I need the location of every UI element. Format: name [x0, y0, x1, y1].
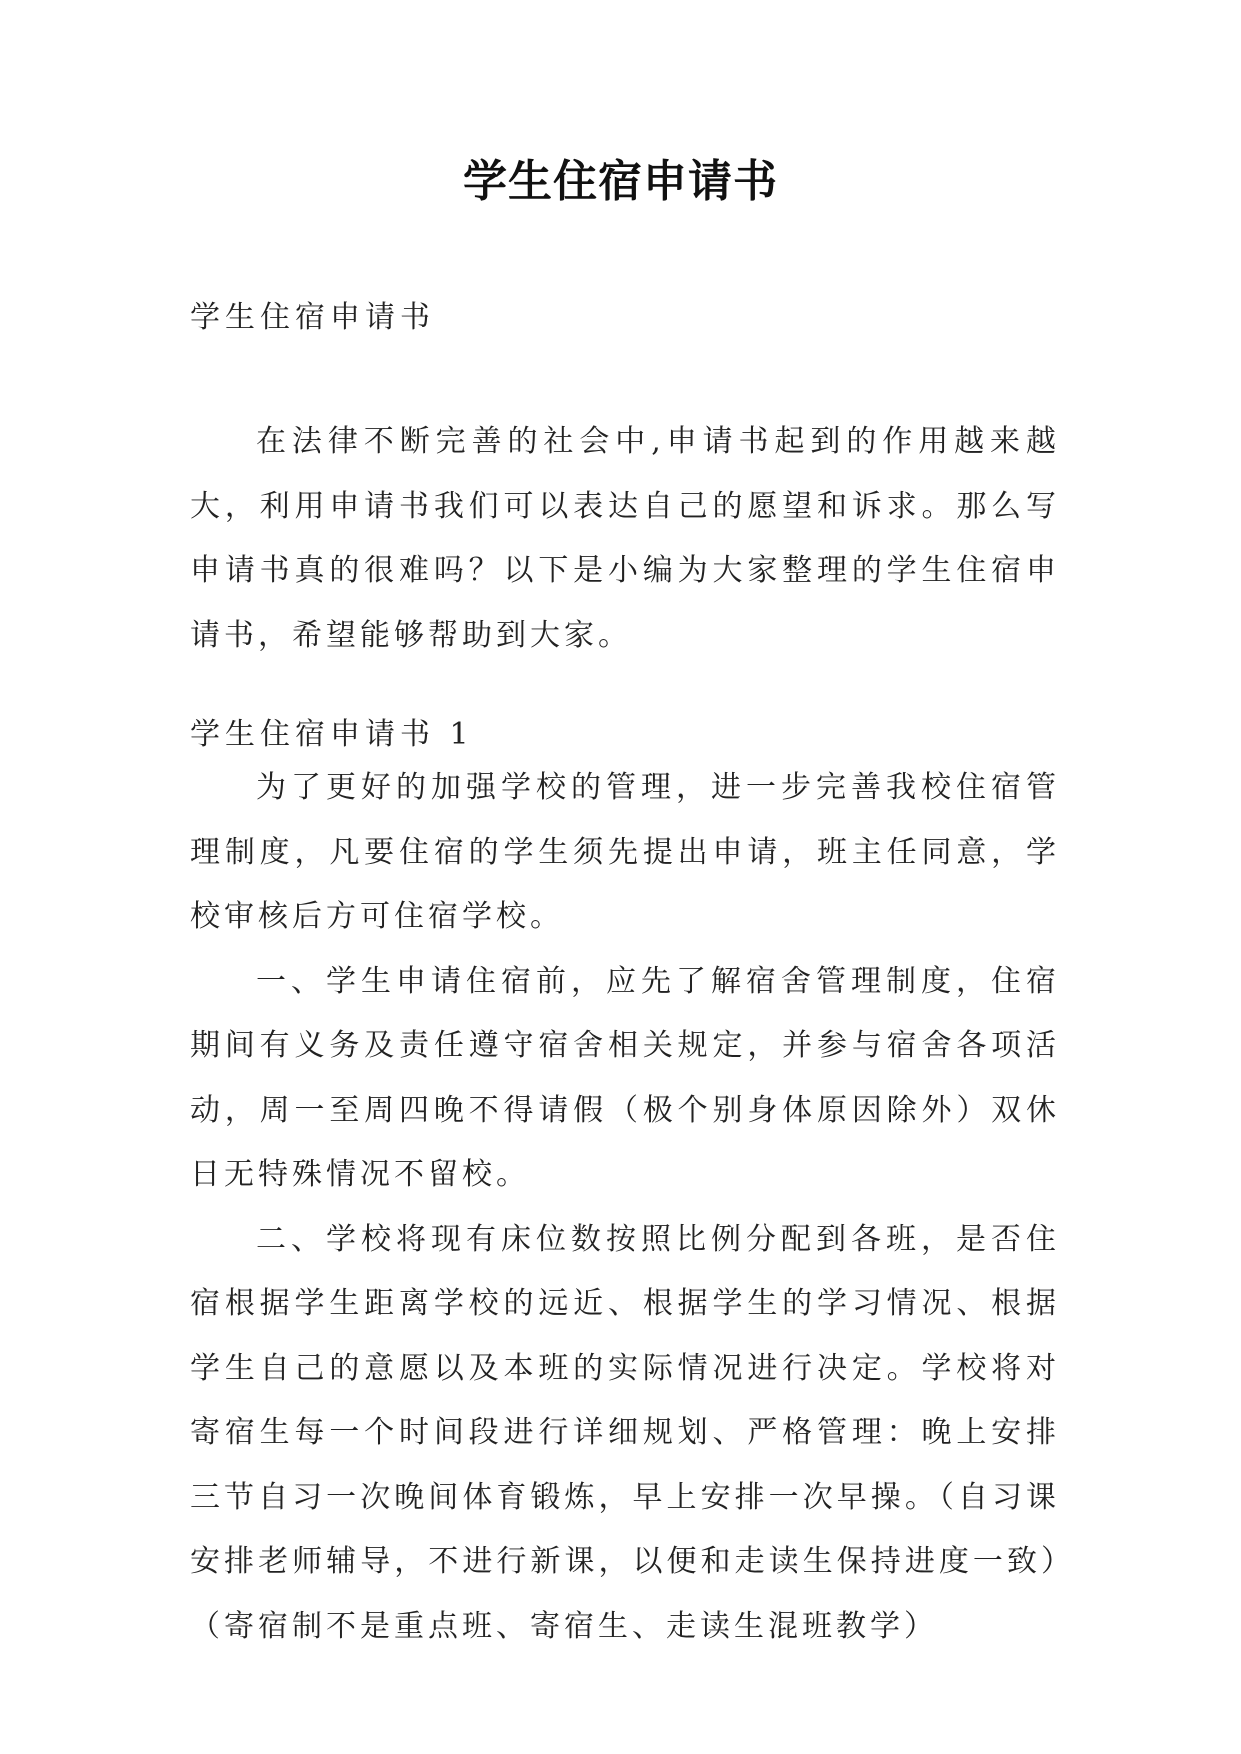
section-body: [190, 756, 1060, 1659]
body-paragraph-2: 一、学生申请住宿前，应先了解宿舍管理制度，住宿期间有义务及责任遵守宿舍相关规定，并参与宿舍各项活动，周一至周四晚不得请假（极个别身体原因除外）双休日无特殊情况不留校。: [190, 963, 1060, 1192]
subtitle-heading: 学生住宿申请书: [190, 300, 435, 335]
section-heading: 学生住宿申请书 1: [190, 717, 474, 752]
intro-paragraph: 在法律不断完善的社会中,申请书起到的作用越来越大，利用申请书我们可以表达自己的愿望和诉求。那么写申请书真的很难吗？以下是小编为大家整理的学生住宿申请书，希望能够帮助到大家。: [190, 424, 1060, 653]
document-title: 学生住宿申请书: [463, 156, 778, 207]
body-paragraph-1: 为了更好的加强学校的管理，进一步完善我校住宿管理制度，凡要住宿的学生须先提出申请，班主任同意，学校审核后方可住宿学校。: [190, 770, 1060, 934]
body-paragraph-3: 二、学校将现有床位数按照比例分配到各班，是否住宿根据学生距离学校的远近、根据学生的学习情况、根据学生自己的意愿以及本班的实际情况进行决定。学校将对寄宿生每一个时间段进行详细规划、严格管理：晚上安排三节自习一次晚间体育锻炼，早上安排一次早操。（自习课安排老师辅导，不进行新课，以便和走读生保持进度一致）（寄宿制不是重点班、寄宿生、走读生混班教学）: [190, 1221, 1060, 1644]
